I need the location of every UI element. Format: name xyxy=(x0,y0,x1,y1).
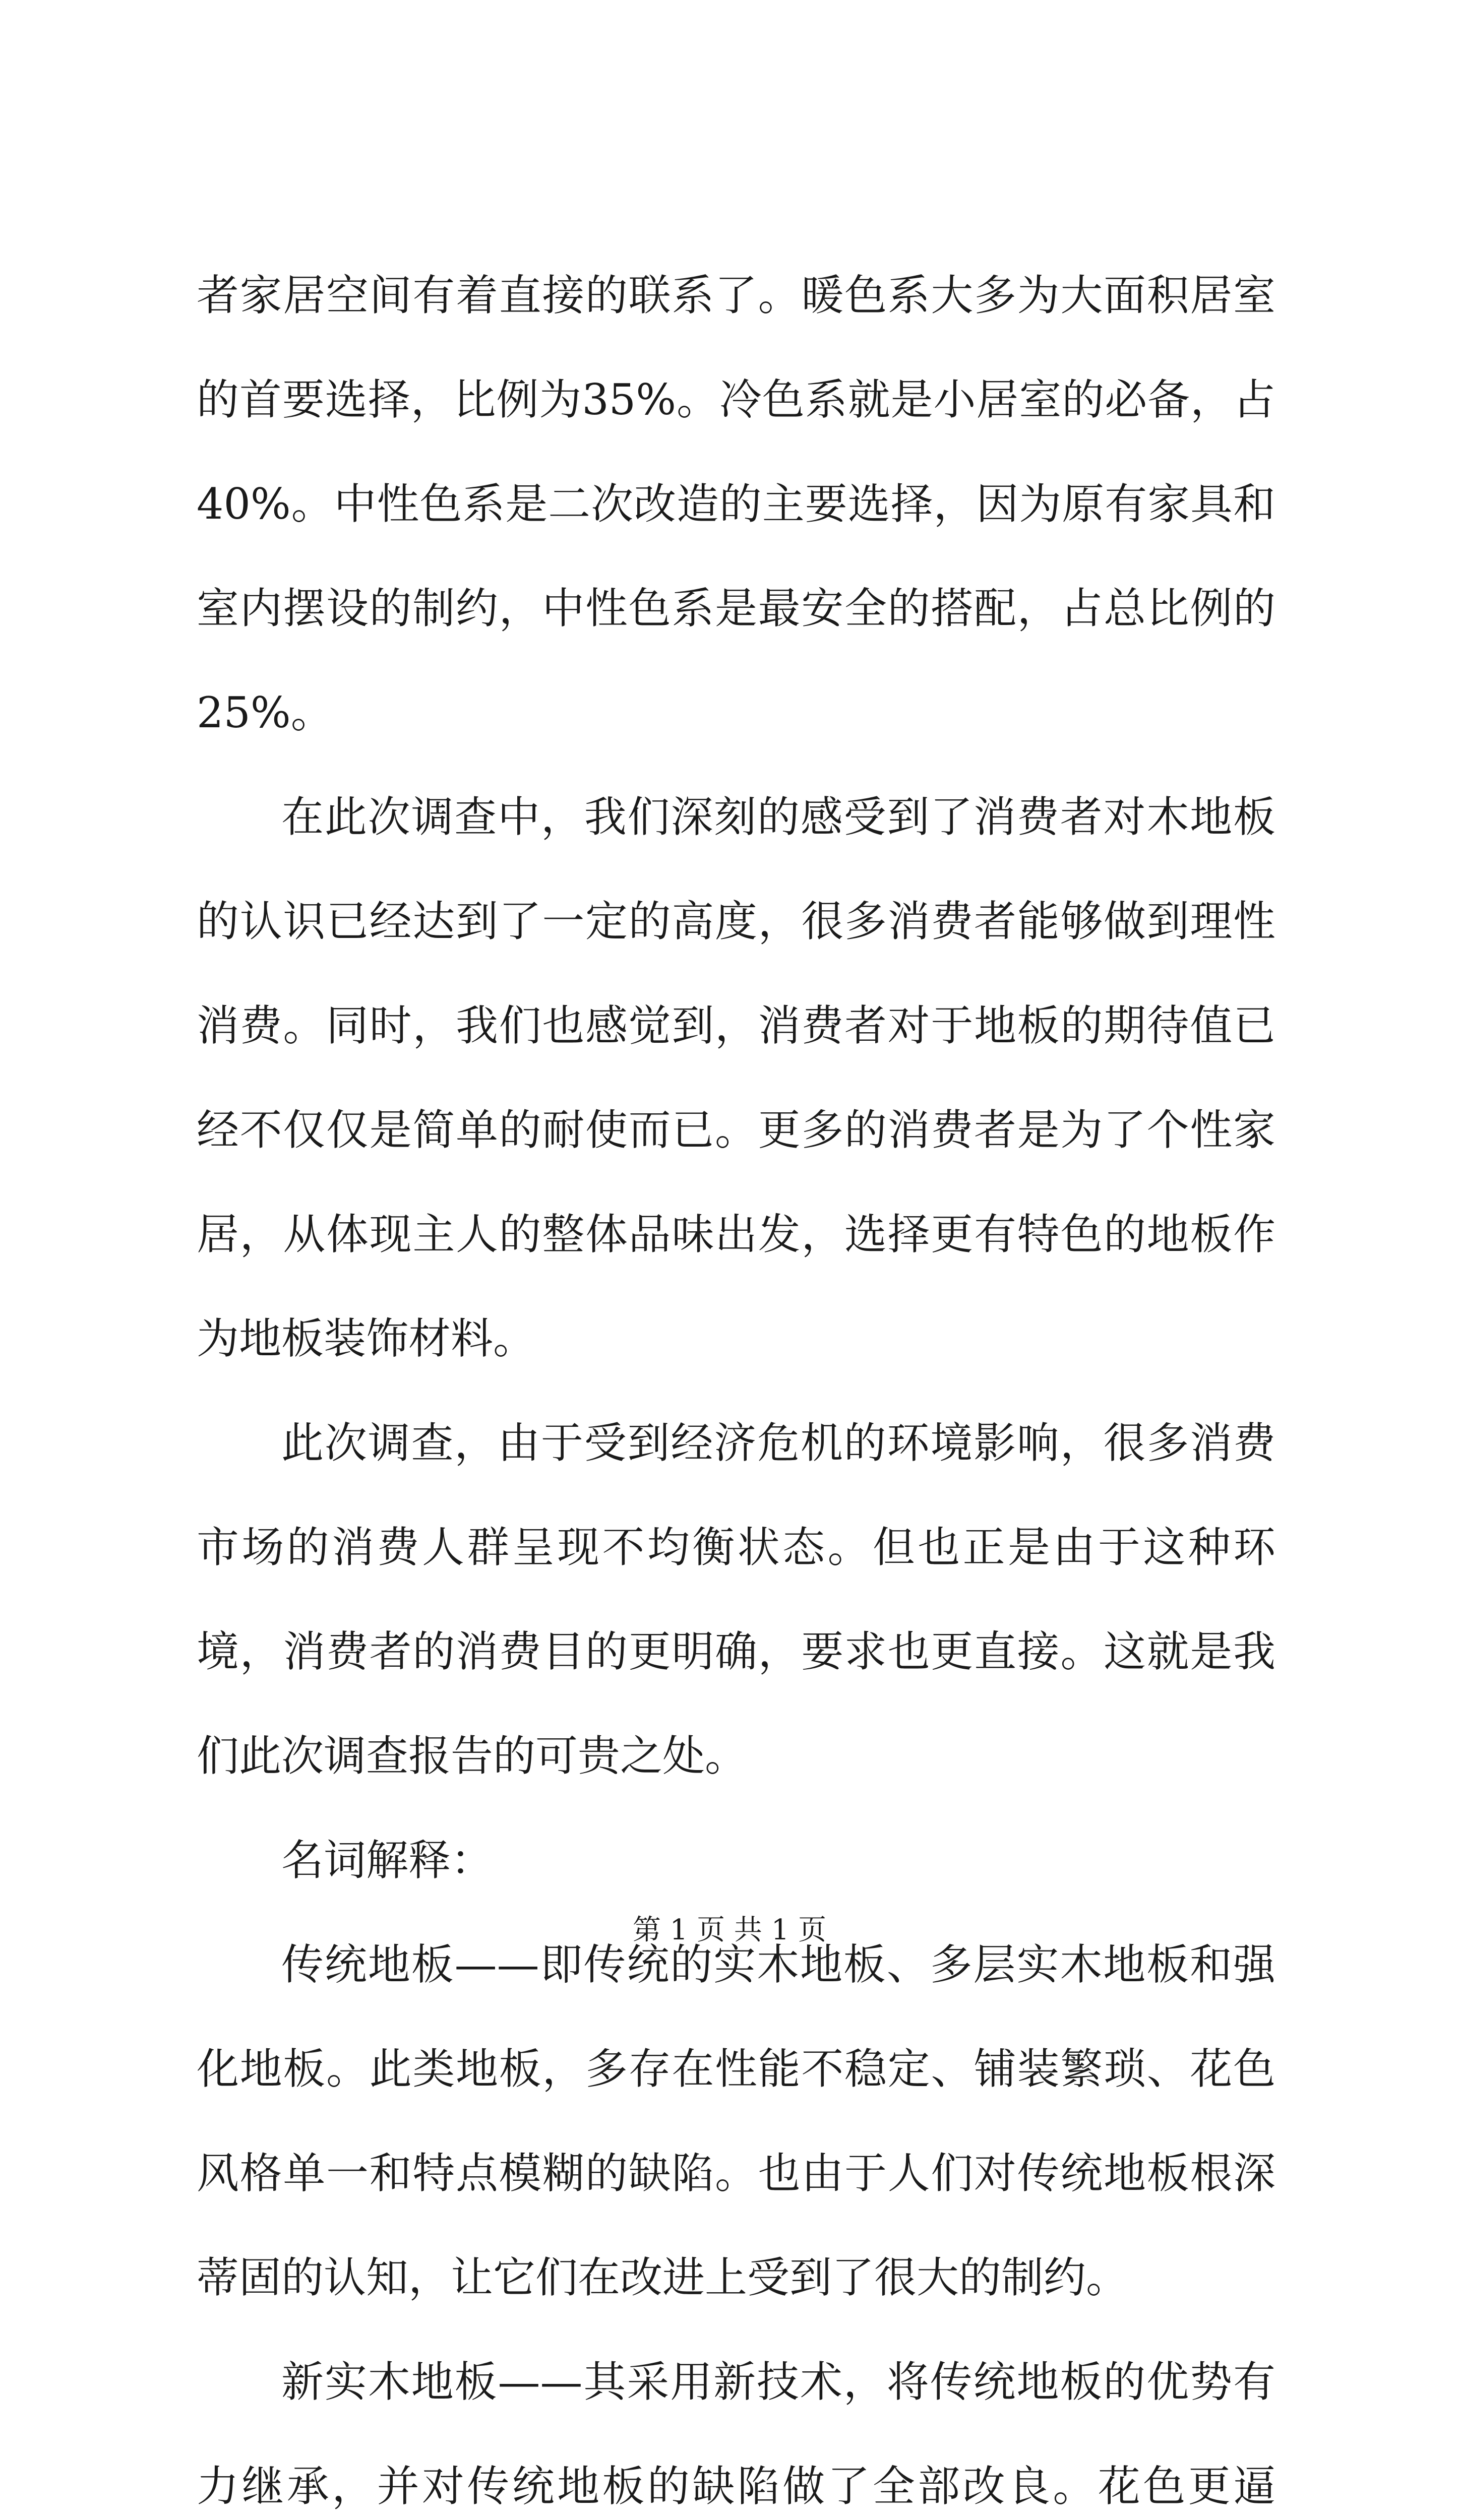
document-body xyxy=(197,243,1275,2520)
paragraph-survey-context: 此次调查，由于受到经济危机的环境影响，很多消费市场的消费人群呈现不均衡状态。但也正是由于这种环境，消费者的消费目的更明确，要求也更直接。这就是我们此次调查报告的可贵之处。 xyxy=(197,1418,1275,1781)
glossary-new-solid-wood-floor: 新实木地板——其采用新技术，将传统地板的优势有力继承，并对传统地板的缺陷做了全部改良。花色更逼 xyxy=(197,2357,1275,2511)
paragraph-survey-findings: 在此次调查中，我们深刻的感受到了消费者对木地板的认识已经达到了一定的高度，很多消费者能够做到理性消费。同时，我们也感觉到，消费者对于地板的期待值已经不仅仅是简单的耐使而已。更多的消费者是为了个性家居，从体现主人的整体品味出发，选择更有特色的地板作为地板装饰材料。 xyxy=(197,792,1275,1363)
page-footer: 第 1 页 共 1 页 xyxy=(632,1914,827,1946)
paragraph-continued: 者家居空间有着直接的联系了。暖色系大多为大面积居室的首要选择，比例为35%。冷色系就是小居室的必备，占40%。中性色系是二次改造的主要选择，因为原有家具和室内摆设的制约，中性色系是最安全的搭配，占总比例的25%。 xyxy=(197,271,1275,737)
glossary-traditional-floor: 传统地板——即传统的实木地板、多层实木地板和强化地板。此类地板，多存在性能不稳定、铺装繁琐、花色风格单一和特点模糊的缺陷。也由于人们对传统地板根深蒂固的认知，让它们在改进上受到了很大的制约。 xyxy=(197,1940,1275,2302)
glossary-heading: 名词解释： xyxy=(281,1836,494,1885)
